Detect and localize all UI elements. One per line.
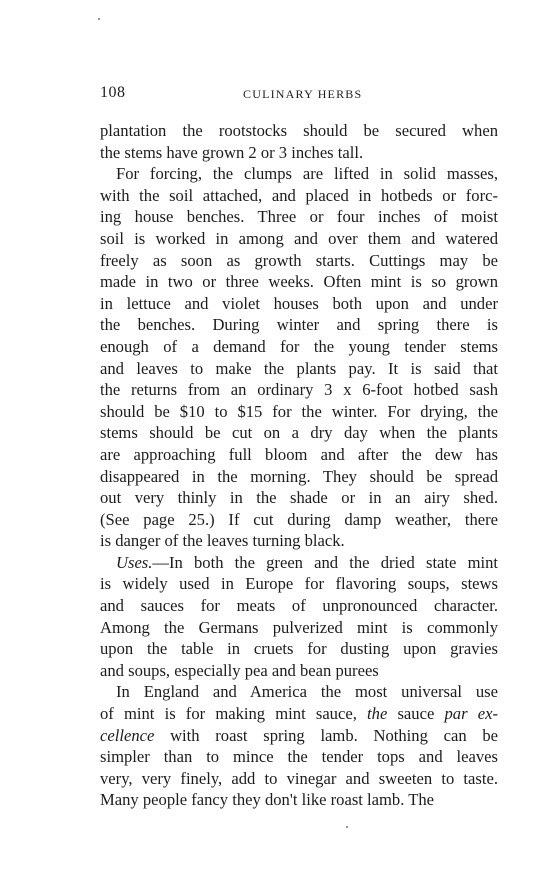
italic-word: the xyxy=(367,704,388,724)
text-line: plantation the rootstocks should be secured when xyxy=(100,121,498,140)
text-line: soil is worked in among and over them and watered xyxy=(100,228,498,248)
text-fragment: of mint is for making mint sauce, xyxy=(100,704,357,724)
text-line: simpler than to mince the tender tops and leaves xyxy=(100,747,498,767)
text-line: freely as soon as growth starts. Cuttings may be xyxy=(100,250,498,270)
italic-phrase: par ex- xyxy=(444,704,498,724)
text-line: and leaves to make the plants pay. It is said that xyxy=(100,358,498,378)
scan-speck xyxy=(346,826,348,828)
text-line: the benches. During winter and spring there is xyxy=(100,315,498,335)
text-line: is danger of the leaves turning black. xyxy=(100,531,345,551)
page-number: 108 xyxy=(100,84,126,101)
text-line: (See page 25.) If cut during damp weather, there xyxy=(100,509,498,529)
text-line xyxy=(100,703,498,725)
text-line: the stems have grown 2 or 3 inches tall. xyxy=(100,142,364,162)
text-fragment: —In both the green and the dried state mint xyxy=(152,552,498,572)
text-line: is widely used in Europe for flavoring soups, stews xyxy=(100,574,498,594)
text-line: Among the Germans pulverized mint is commonly xyxy=(100,617,498,637)
running-head: CULINARY HERBS xyxy=(243,87,363,101)
text-line: with the soil attached, and placed in hotbeds or forc- xyxy=(100,185,498,205)
text-line: and soups, especially pea and bean purees xyxy=(100,660,379,680)
text-line: the returns from an ordinary 3 x 6-foot hotbed sash xyxy=(100,380,498,400)
text-line: in lettuce and violet houses both upon and under xyxy=(100,293,498,313)
text-line: made in two or three weeks. Often mint is so grown xyxy=(100,272,498,292)
text-fragment: with roast spring lamb. Nothing can be xyxy=(170,725,498,745)
uses-label: Uses. xyxy=(116,552,153,572)
text-line: stems should be cut on a dry day when the plants xyxy=(100,423,498,443)
text-line: are approaching full bloom and after the dew has xyxy=(100,444,498,464)
scan-speck xyxy=(98,18,100,20)
text-line: upon the table in cruets for dusting upon gravies xyxy=(100,639,498,659)
text-line: very, very finely, add to vinegar and sweeten to taste. xyxy=(100,768,498,788)
text-line: ing house benches. Three or four inches of moist xyxy=(100,207,498,227)
text-line: out very thinly in the shade or in an airy shed. xyxy=(100,488,498,508)
text-fragment: sauce xyxy=(387,704,445,724)
text-line: enough of a demand for the young tender stems xyxy=(100,336,498,356)
text-line xyxy=(100,725,498,747)
text-line: In England and America the most universal use xyxy=(116,682,498,702)
text-line: Many people fancy they don't like roast lamb. The xyxy=(100,790,435,810)
text-line: disappeared in the morning. They should be spread xyxy=(100,466,498,486)
page-header xyxy=(100,84,498,106)
text-line xyxy=(100,552,498,574)
body-text xyxy=(100,120,498,811)
italic-phrase: cellence xyxy=(100,725,155,745)
text-line: and sauces for meats of unpronounced character. xyxy=(100,596,498,616)
text-line: should be $10 to $15 for the winter. For drying, the xyxy=(100,401,498,421)
text-line: For forcing, the clumps are lifted in solid masses, xyxy=(116,164,498,184)
